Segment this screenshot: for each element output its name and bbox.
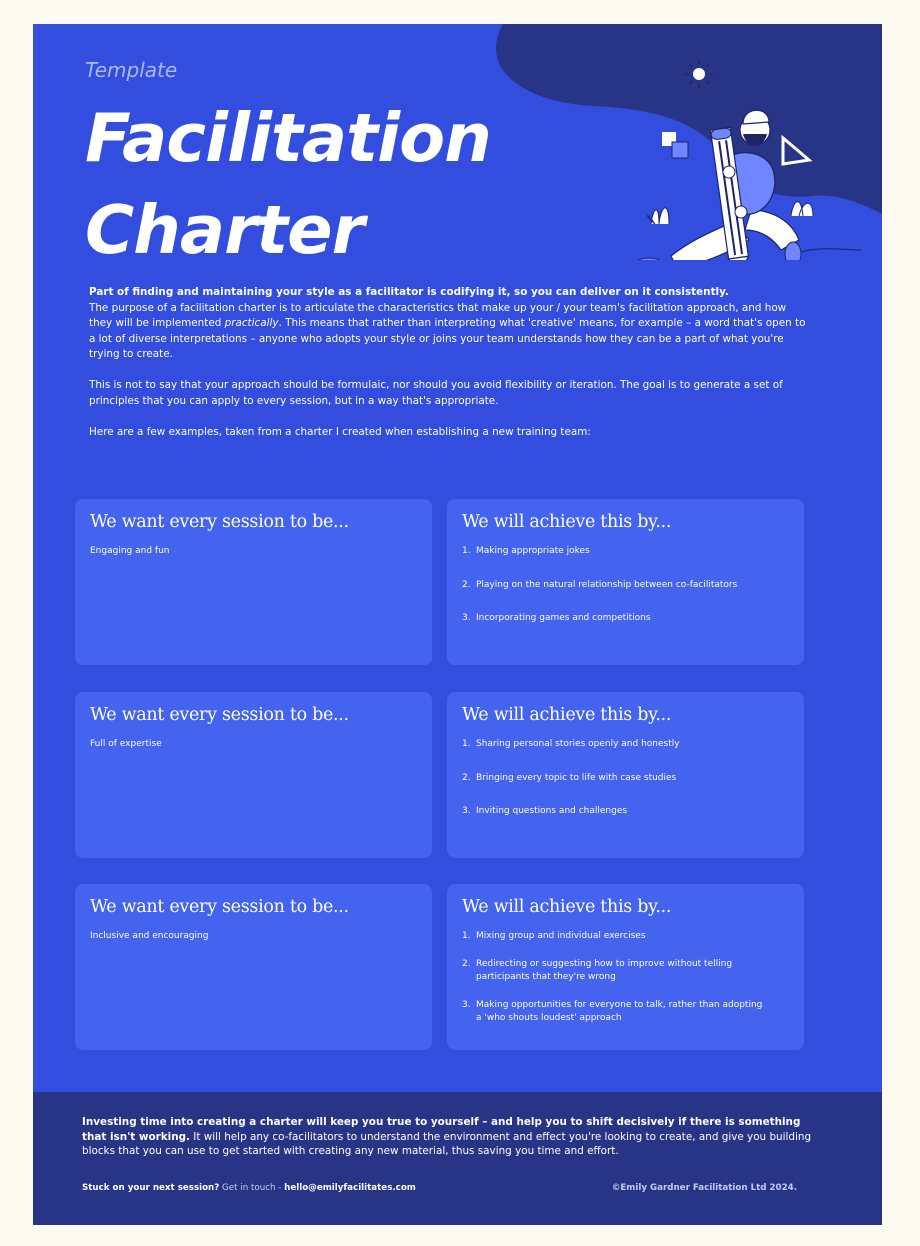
item-text: Incorporating games and competitions bbox=[476, 613, 651, 623]
item-text: Playing on the natural relationship between co-facilitators bbox=[476, 579, 738, 590]
achieve-list bbox=[462, 930, 789, 1025]
list-item bbox=[462, 772, 789, 785]
want-card-3 bbox=[75, 884, 432, 1050]
item-number: 1. bbox=[462, 546, 471, 556]
list-item bbox=[462, 545, 789, 558]
intro-lead: Part of finding and maintaining your style as a facilitator is codifying it, so you can deliver on it consistently. bbox=[89, 286, 729, 298]
want-value: Engaging and fun bbox=[90, 546, 170, 556]
page-title bbox=[85, 92, 491, 276]
intro-paragraph-2: This is not to say that your approach should be formulaic, nor should you avoid flexibility or iteration. The goal is to generate a set of principles that you can apply to every session, but in a way that's appropriate. bbox=[89, 379, 783, 407]
intro-text bbox=[89, 285, 809, 456]
want-value: Inclusive and encouraging bbox=[90, 931, 209, 941]
footer bbox=[33, 1092, 882, 1225]
achieve-card-1 bbox=[447, 499, 804, 665]
achieve-card-2 bbox=[447, 692, 804, 858]
footer-rest-text: It will help any co-facilitators to understand the environment and effect you're looking to create, and give you building blocks that you can use to get started with creating any new material, thus saving you time and effort. bbox=[82, 1130, 812, 1157]
footer-contact bbox=[82, 1183, 416, 1193]
item-text: Making appropriate jokes bbox=[476, 546, 590, 556]
list-item bbox=[462, 805, 789, 818]
footer-stuck-text: Stuck on your next session? bbox=[82, 1183, 220, 1193]
intro-p1-part-b: . This means that rather than interpreting what 'creative' means, for example – a word that's open to a lot of diverse interpretations – anyone who adopts your style or joins your team understands how they can be a part of what you're trying to create. bbox=[89, 317, 806, 360]
item-text: Mixing group and individual exercises bbox=[476, 931, 646, 941]
footer-bold-text: Investing time into creating a charter will keep you true to yourself – and help you to shift decisively if there is something that isn't working. bbox=[82, 1116, 801, 1143]
want-card-2 bbox=[75, 692, 432, 858]
list-item bbox=[462, 930, 769, 943]
footer-get-in-touch: Get in touch - bbox=[219, 1183, 285, 1193]
achieve-heading: We will achieve this by... bbox=[462, 512, 672, 532]
template-eyebrow: Template bbox=[85, 58, 178, 82]
footer-text bbox=[82, 1115, 812, 1159]
title-line-1: Facilitation bbox=[85, 99, 491, 177]
list-item bbox=[462, 738, 789, 751]
achieve-list bbox=[462, 738, 789, 818]
achieve-heading: We will achieve this by... bbox=[462, 897, 672, 917]
item-number: 2. bbox=[462, 772, 471, 783]
achieve-heading: We will achieve this by... bbox=[462, 705, 672, 725]
want-heading: We want every session to be... bbox=[90, 705, 349, 725]
item-text: Redirecting or suggesting how to improve without telling participants that they're wrong bbox=[476, 959, 733, 982]
title-line-2: Charter bbox=[85, 191, 364, 269]
list-item bbox=[462, 999, 769, 1025]
want-heading: We want every session to be... bbox=[90, 897, 349, 917]
list-item bbox=[462, 579, 789, 592]
item-text: Making opportunities for everyone to talk, rather than adopting a 'who shouts loudest' approach bbox=[476, 1000, 763, 1023]
want-card-1 bbox=[75, 499, 432, 665]
item-number: 3. bbox=[462, 806, 471, 816]
want-heading: We want every session to be... bbox=[90, 512, 349, 532]
achieve-list bbox=[462, 545, 789, 625]
list-item bbox=[462, 958, 769, 984]
item-number: 3. bbox=[462, 613, 471, 623]
footer-email-link[interactable]: hello@emilyfacilitates.com bbox=[284, 1183, 416, 1193]
want-value: Full of expertise bbox=[90, 739, 162, 749]
footer-copyright: ©Emily Gardner Facilitation Ltd 2024. bbox=[611, 1183, 797, 1193]
item-text: Sharing personal stories openly and honestly bbox=[476, 739, 680, 749]
intro-p1-emphasis: practically bbox=[224, 317, 279, 329]
item-text: Bringing every topic to life with case studies bbox=[476, 772, 677, 783]
list-item bbox=[462, 612, 789, 625]
intro-paragraph-3: Here are a few examples, taken from a charter I created when establishing a new training team: bbox=[89, 425, 591, 438]
intro-p1-part-a: The purpose of a facilitation charter is to articulate the characteristics that make up your / your team's facilitation approach, and how they will be implemented bbox=[89, 301, 787, 329]
item-number: 2. bbox=[462, 579, 471, 590]
charter-page bbox=[33, 24, 882, 1225]
item-number: 1. bbox=[462, 931, 471, 941]
achieve-card-3 bbox=[447, 884, 804, 1050]
item-number: 3. bbox=[462, 1000, 471, 1010]
person-with-pencil-illustration bbox=[631, 60, 861, 260]
item-number: 2. bbox=[462, 959, 471, 969]
intro-paragraph-1 bbox=[89, 301, 809, 363]
item-number: 1. bbox=[462, 739, 471, 749]
item-text: Inviting questions and challenges bbox=[476, 806, 628, 816]
